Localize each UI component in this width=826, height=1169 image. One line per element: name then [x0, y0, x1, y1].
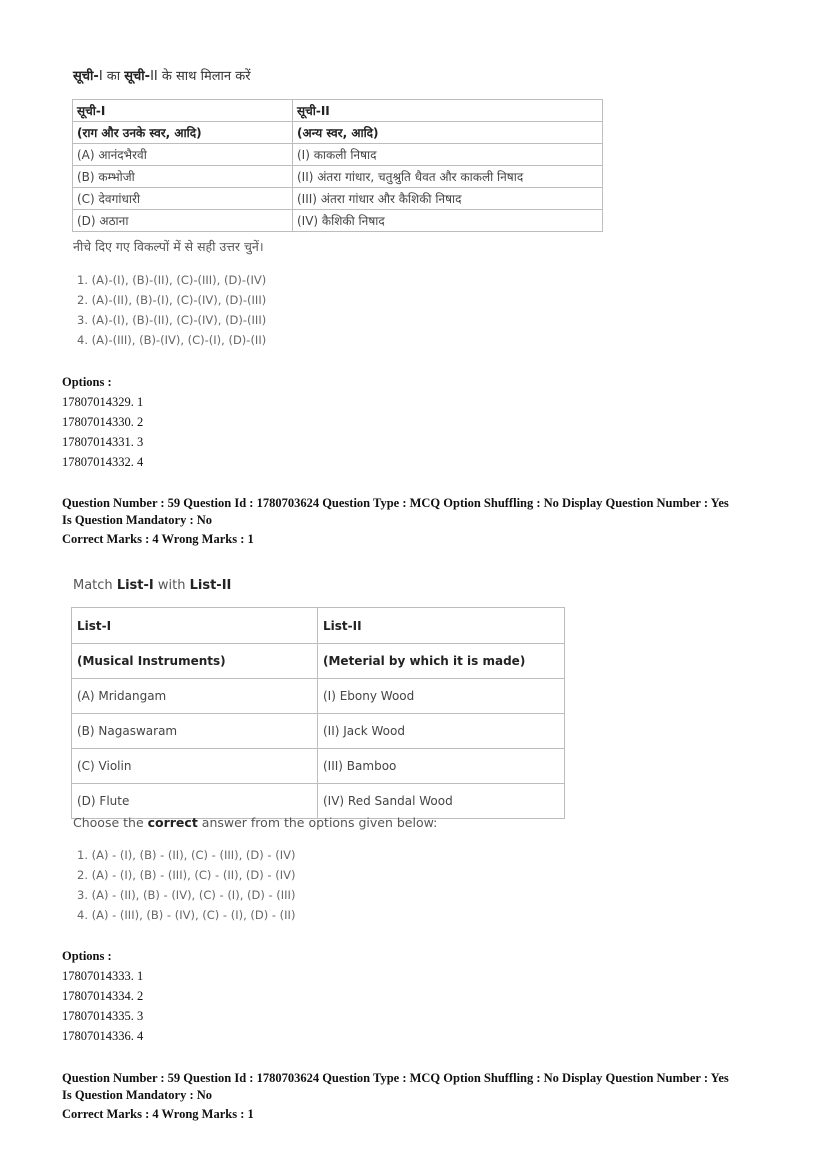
table-cell: (IV) कैशिकी निषाद	[293, 210, 603, 232]
table-cell: (I) काकली निषाद	[293, 144, 603, 166]
choice-item: 3. (A)-(I), (B)-(II), (C)-(IV), (D)-(III)	[77, 313, 267, 327]
table-row	[72, 784, 565, 819]
choice-item: 2. (A)-(II), (B)-(I), (C)-(IV), (D)-(III)	[77, 293, 267, 307]
table-header-cell: सूची-II	[293, 100, 603, 122]
table-cell: (III) Bamboo	[318, 749, 565, 784]
options-label: Options :	[62, 949, 112, 963]
option-item: 17807014331. 3	[62, 435, 144, 449]
choice-item: 1. (A) - (I), (B) - (II), (C) - (III), (D) - (IV)	[77, 848, 296, 862]
table-subheader-cell: (Musical Instruments)	[72, 644, 318, 679]
table-cell: (A) आनंदभैरवी	[73, 144, 293, 166]
meta-line: Question Number : 59 Question Id : 1780703624 Question Type : MCQ Option Shuffling : No Display Question Number : Yes	[62, 1071, 729, 1085]
option-item: 17807014330. 2	[62, 415, 144, 429]
choice-item: 2. (A) - (I), (B) - (III), (C) - (II), (D) - (IV)	[77, 868, 296, 882]
option-item: 17807014336. 4	[62, 1029, 144, 1043]
choice-item: 4. (A) - (III), (B) - (IV), (C) - (I), (D) - (II)	[77, 908, 296, 922]
choice-item: 4. (A)-(III), (B)-(IV), (C)-(I), (D)-(II)	[77, 333, 267, 347]
meta-line: Is Question Mandatory : No	[62, 1088, 213, 1102]
options-block-1	[62, 372, 143, 472]
instruction-text-hindi: नीचे दिए गए विकल्पों में से सही उत्तर चुनें।	[73, 239, 264, 254]
question-title-english: Match List-I with List-II	[73, 578, 232, 593]
table-row	[73, 166, 603, 188]
table-row	[73, 188, 603, 210]
table-cell: (IV) Red Sandal Wood	[318, 784, 565, 819]
choice-item: 1. (A)-(I), (B)-(II), (C)-(III), (D)-(IV)	[77, 273, 267, 287]
meta-line: Correct Marks : 4 Wrong Marks : 1	[62, 1107, 254, 1121]
option-item: 17807014335. 3	[62, 1009, 144, 1023]
meta-line: Question Number : 59 Question Id : 1780703624 Question Type : MCQ Option Shuffling : No Display Question Number : Yes	[62, 496, 729, 510]
choice-list-english	[77, 845, 295, 925]
table-row	[73, 144, 603, 166]
option-item: 17807014333. 1	[62, 969, 144, 983]
table-cell: (A) Mridangam	[72, 679, 318, 714]
meta-line: Correct Marks : 4 Wrong Marks : 1	[62, 532, 254, 546]
options-block-2	[62, 946, 143, 1046]
table-row	[73, 210, 603, 232]
table-row	[72, 679, 565, 714]
table-header-cell: List-I	[72, 608, 318, 644]
table-header-cell: सूची-I	[73, 100, 293, 122]
match-table-hindi	[72, 99, 603, 232]
table-cell: (III) अंतरा गांधार और कैशिकी निषाद	[293, 188, 603, 210]
table-header-cell: List-II	[318, 608, 565, 644]
table-row	[72, 749, 565, 784]
table-cell: (C) देवगांधारी	[73, 188, 293, 210]
table-subheader-cell: (Meterial by which it is made)	[318, 644, 565, 679]
option-item: 17807014334. 2	[62, 989, 144, 1003]
table-subheader-cell: (अन्य स्वर, आदि)	[293, 122, 603, 144]
question-meta-1	[62, 495, 729, 548]
choice-list-hindi	[77, 270, 266, 350]
table-cell: (I) Ebony Wood	[318, 679, 565, 714]
table-cell: (II) अंतरा गांधार, चतुश्रुति धैवत और काकली निषाद	[293, 166, 603, 188]
table-subheader-row	[72, 644, 565, 679]
table-subheader-cell: (राग और उनके स्वर, आदि)	[73, 122, 293, 144]
table-header-row	[73, 100, 603, 122]
table-row	[72, 714, 565, 749]
question-title-hindi: सूची-I का सूची-II के साथ मिलान करें	[73, 69, 251, 84]
table-subheader-row	[73, 122, 603, 144]
option-item: 17807014329. 1	[62, 395, 144, 409]
table-cell: (II) Jack Wood	[318, 714, 565, 749]
option-item: 17807014332. 4	[62, 455, 144, 469]
options-label: Options :	[62, 375, 112, 389]
table-cell: (B) कम्भोजी	[73, 166, 293, 188]
table-cell: (D) अठाना	[73, 210, 293, 232]
meta-line: Is Question Mandatory : No	[62, 513, 213, 527]
choice-item: 3. (A) - (II), (B) - (IV), (C) - (I), (D) - (III)	[77, 888, 296, 902]
match-table-english	[71, 607, 565, 819]
table-header-row	[72, 608, 565, 644]
table-cell: (D) Flute	[72, 784, 318, 819]
instruction-text-english: Choose the correct answer from the options given below:	[73, 815, 438, 830]
table-cell: (B) Nagaswaram	[72, 714, 318, 749]
question-meta-2	[62, 1070, 729, 1123]
table-cell: (C) Violin	[72, 749, 318, 784]
